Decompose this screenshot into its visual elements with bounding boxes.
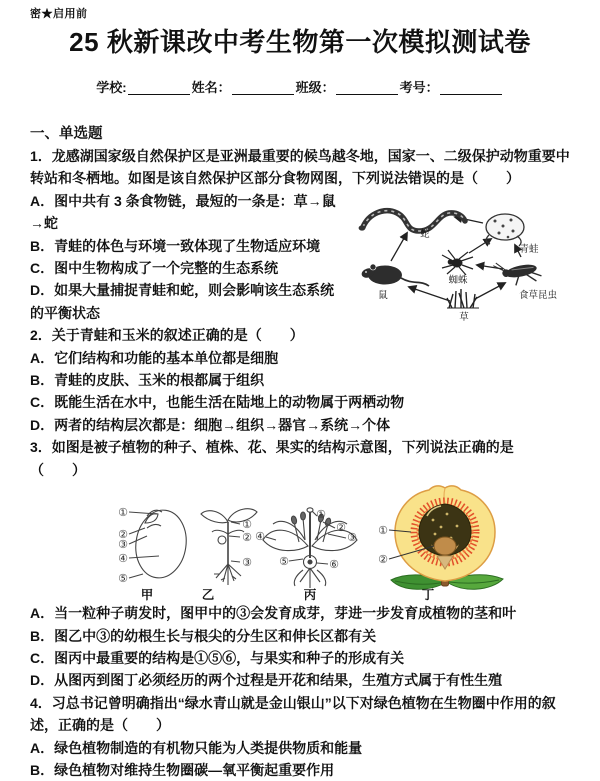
school-field: [96, 80, 191, 96]
student-info-line: [30, 80, 570, 96]
frog-icon: [486, 214, 524, 246]
secrecy-label: 密★启用前: [30, 8, 88, 20]
foodweb-figure: [345, 193, 570, 325]
seed-diagram-icon: [129, 507, 190, 581]
grasshopper-icon: [493, 254, 542, 289]
grass-label: 草: [459, 311, 469, 323]
plant-structure-svg: [95, 482, 505, 602]
seed-caption: 甲: [140, 588, 154, 603]
flower-label-1: ①: [316, 509, 326, 522]
q4-option-a: A．绿色植物制造的有机物只能为人类提供物质和能量: [30, 739, 363, 756]
seed-label-1: ①: [118, 507, 128, 520]
q2-stem: 2．关于青蛙和玉米的叙述正确的是（ ）: [30, 327, 304, 344]
foodweb-svg: [345, 193, 570, 325]
peach-label-1: ①: [378, 525, 388, 538]
name-blank: [232, 80, 294, 95]
q3-stem-line1: 3．如图是被子植物的种子、植株、花、果实的结构示意图，下列说法正确的是: [30, 439, 514, 456]
q3-stem-line2: （ ）: [30, 461, 86, 478]
mouse-icon: [360, 264, 429, 286]
insect-label: 食草昆虫: [518, 289, 558, 301]
q2-option-d: D．两者的结构层次都是：细胞→组织→器官→系统→个体: [30, 416, 391, 433]
name-label: 姓名：: [191, 80, 231, 95]
q3-option-b: B．图乙中③的幼根生长与根尖的分生区和伸长区都有关: [30, 627, 377, 644]
page-title: 25 秋新课改中考生物第一次模拟测试卷: [69, 27, 531, 57]
class-label: 班级：: [295, 80, 335, 95]
snake-icon: [359, 210, 465, 230]
q2-option-b: B．青蛙的皮肤、玉米的根都属于组织: [30, 372, 265, 389]
mouse-label: 鼠: [378, 289, 388, 301]
peach-label-2: ②: [378, 554, 388, 567]
seed-label-5: ⑤: [118, 573, 128, 586]
school-blank: [128, 80, 190, 95]
flower-label-6: ⑥: [329, 559, 339, 572]
peach-diagram-icon: [389, 486, 503, 589]
peach-caption: 丁: [421, 588, 435, 603]
flower-label-4: ④: [255, 531, 265, 544]
q1-option-a: A．图中共有 3 条食物链，最短的一条是：草→鼠→蛇: [30, 192, 336, 232]
spider-icon: [442, 250, 473, 275]
q3-option-c: C．图丙中最重要的结构是①⑤⑥，与果实和种子的形成有关: [30, 649, 405, 666]
seedling-label-2: ②: [242, 532, 252, 545]
seedling-caption: 乙: [201, 588, 215, 603]
seed-label-4: ④: [118, 553, 128, 566]
questions-area: [30, 145, 570, 781]
class-field: [296, 80, 400, 96]
q1-stem: 1．龙感湖国家级自然保护区是亚洲最重要的候鸟越冬地，国家一、二级保护动物重要中转站和冬栖地。如图是该自然保护区部分食物网图，下列说法错误的是（ ）: [30, 148, 570, 187]
snake-label: 蛇: [420, 228, 430, 240]
q2-option-a: A．它们结构和功能的基本单位都是细胞: [30, 349, 279, 366]
flower-label-3: ③: [347, 532, 357, 545]
q1-option-b: B．青蛙的体色与环境一致体现了生物适应环境: [30, 237, 321, 254]
section-heading: 一、单选题: [30, 126, 103, 142]
q1-option-c: C．图中生物构成了一个完整的生态系统: [30, 260, 279, 277]
flower-label-5: ⑤: [279, 556, 289, 569]
seed-label-3: ③: [118, 539, 128, 552]
frog-label: 青蛙: [519, 243, 539, 255]
q4-stem: 4．习总书记曾明确指出“绿水青山就是金山银山”以下对绿色植物在生物圈中作用的叙述，正确的是（ ）: [30, 694, 556, 734]
examno-field: [400, 80, 504, 96]
seedling-label-1: ①: [242, 519, 252, 532]
q3-option-a: A．当一粒种子萌发时，图甲中的③会发育成芽，芽进一步发育成植物的茎和叶: [30, 605, 517, 622]
grass-icon: [447, 289, 479, 308]
q4-option-b: B．绿色植物对维持生物圈碳—氧平衡起重要作用: [30, 761, 335, 778]
seedling-label-3: ③: [242, 557, 252, 570]
school-label: 学校:: [96, 80, 127, 95]
class-blank: [336, 80, 398, 95]
examno-blank: [440, 80, 502, 95]
flower-label-2: ②: [336, 522, 346, 535]
name-field: [192, 80, 296, 96]
q3-option-d: D．从图丙到图丁必须经历的两个过程是开花和结果，生殖方式属于有性生殖: [30, 672, 503, 689]
examno-label: 考号：: [399, 80, 439, 95]
flower-diagram-icon: [263, 508, 357, 588]
seed-label-2: ②: [118, 529, 128, 542]
flower-caption: 丙: [303, 588, 317, 603]
q2-option-c: C．既能生活在水中，也能生活在陆地上的动物属于两栖动物: [30, 394, 405, 411]
spider-label: 蜘蛛: [448, 274, 468, 286]
q1-option-d: D．如果大量捕捉青蛙和蛇，则会影响该生态系统的平衡状态: [30, 282, 335, 321]
plant-structure-figure: [95, 482, 505, 602]
